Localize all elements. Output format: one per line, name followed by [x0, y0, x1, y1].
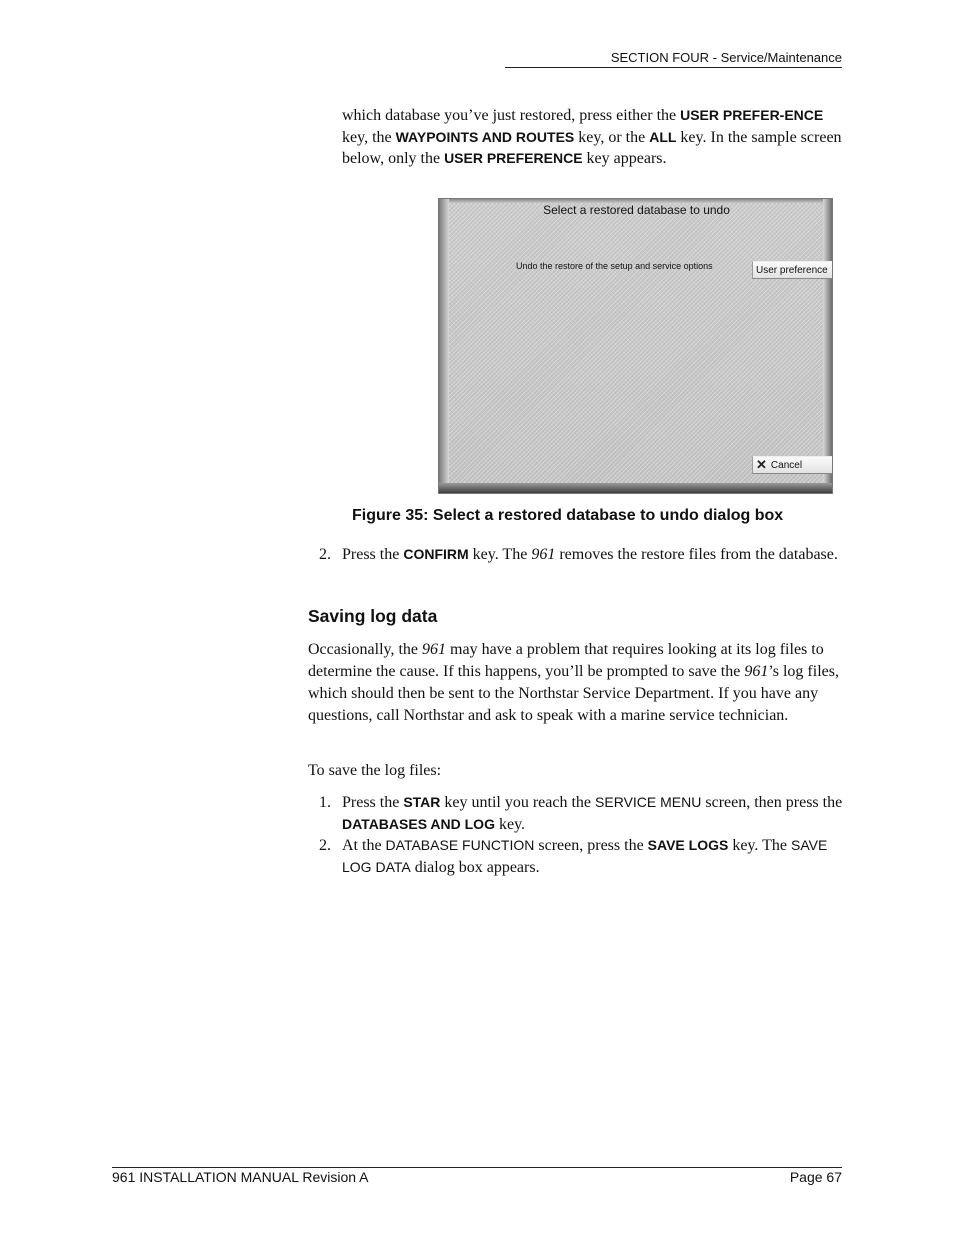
intro-paragraph: which database you’ve just restored, press either the USER PREFER-ENCE key, the WAYPOINTS AND ROUTES key, or the ALL key. In the sample screen below, only the USER PREFERENCE key appears.: [342, 107, 842, 167]
key-save-logs: SAVE LOGS: [647, 837, 729, 853]
page-footer: [112, 1167, 842, 1185]
cancel-label: Cancel: [770, 459, 803, 471]
screen-frame-left: [439, 199, 449, 493]
body-paragraph: Occasionally, the 961 may have a problem that requires looking at its log files to determine the cause. If this happens, you’ll be prompted to save the 961’s log files, which should then be sent to the Northstar Service Department. If you have any questions, call Northstar and ask to speak with a marine service technician.: [308, 641, 839, 724]
dialog-title: Select a restored database to undo: [543, 203, 730, 217]
key-user-preference-2: USER PREFERENCE: [444, 150, 583, 166]
screen-name-database-function: DATABASE FUNCTION: [385, 837, 535, 853]
dialog-screenshot: [438, 198, 833, 494]
key-all: ALL: [649, 128, 677, 145]
list-number: 2.: [319, 546, 331, 563]
key-confirm: CONFIRM: [403, 546, 469, 562]
body-paragraph-2: To save the log files:: [308, 762, 442, 779]
figure-caption: Figure 35: Select a restored database to undo dialog box: [352, 507, 784, 524]
footer-manual-title: 961 INSTALLATION MANUAL Revision A: [112, 1169, 369, 1185]
key-star: STAR: [403, 794, 441, 810]
page-number: Page 67: [789, 1169, 842, 1185]
key-user-preference: USER PREFER-ENCE: [680, 107, 824, 123]
key-waypoints-and-routes: WAYPOINTS AND ROUTES: [395, 128, 575, 145]
user-preference-label: User preference: [756, 264, 828, 276]
section-heading: Saving log data: [308, 606, 438, 626]
key-databases-and-log: DATABASES AND LOG: [342, 815, 495, 832]
dialog-name-save-log-data: SAVE LOG DATA: [342, 837, 828, 875]
cancel-button[interactable]: [752, 456, 832, 474]
screen-frame-right: [823, 199, 832, 493]
dialog-option-text: Undo the restore of the setup and service options: [516, 261, 713, 271]
list-number: 1.: [319, 794, 331, 811]
screen-frame-bottom: [439, 483, 832, 493]
user-preference-button[interactable]: [752, 261, 832, 279]
list-number: 2.: [319, 837, 331, 854]
section-header: SECTION FOUR - Service/Maintenance: [505, 50, 842, 68]
screen-name-service-menu: SERVICE MENU: [595, 794, 702, 810]
close-icon: ✕: [756, 457, 767, 472]
